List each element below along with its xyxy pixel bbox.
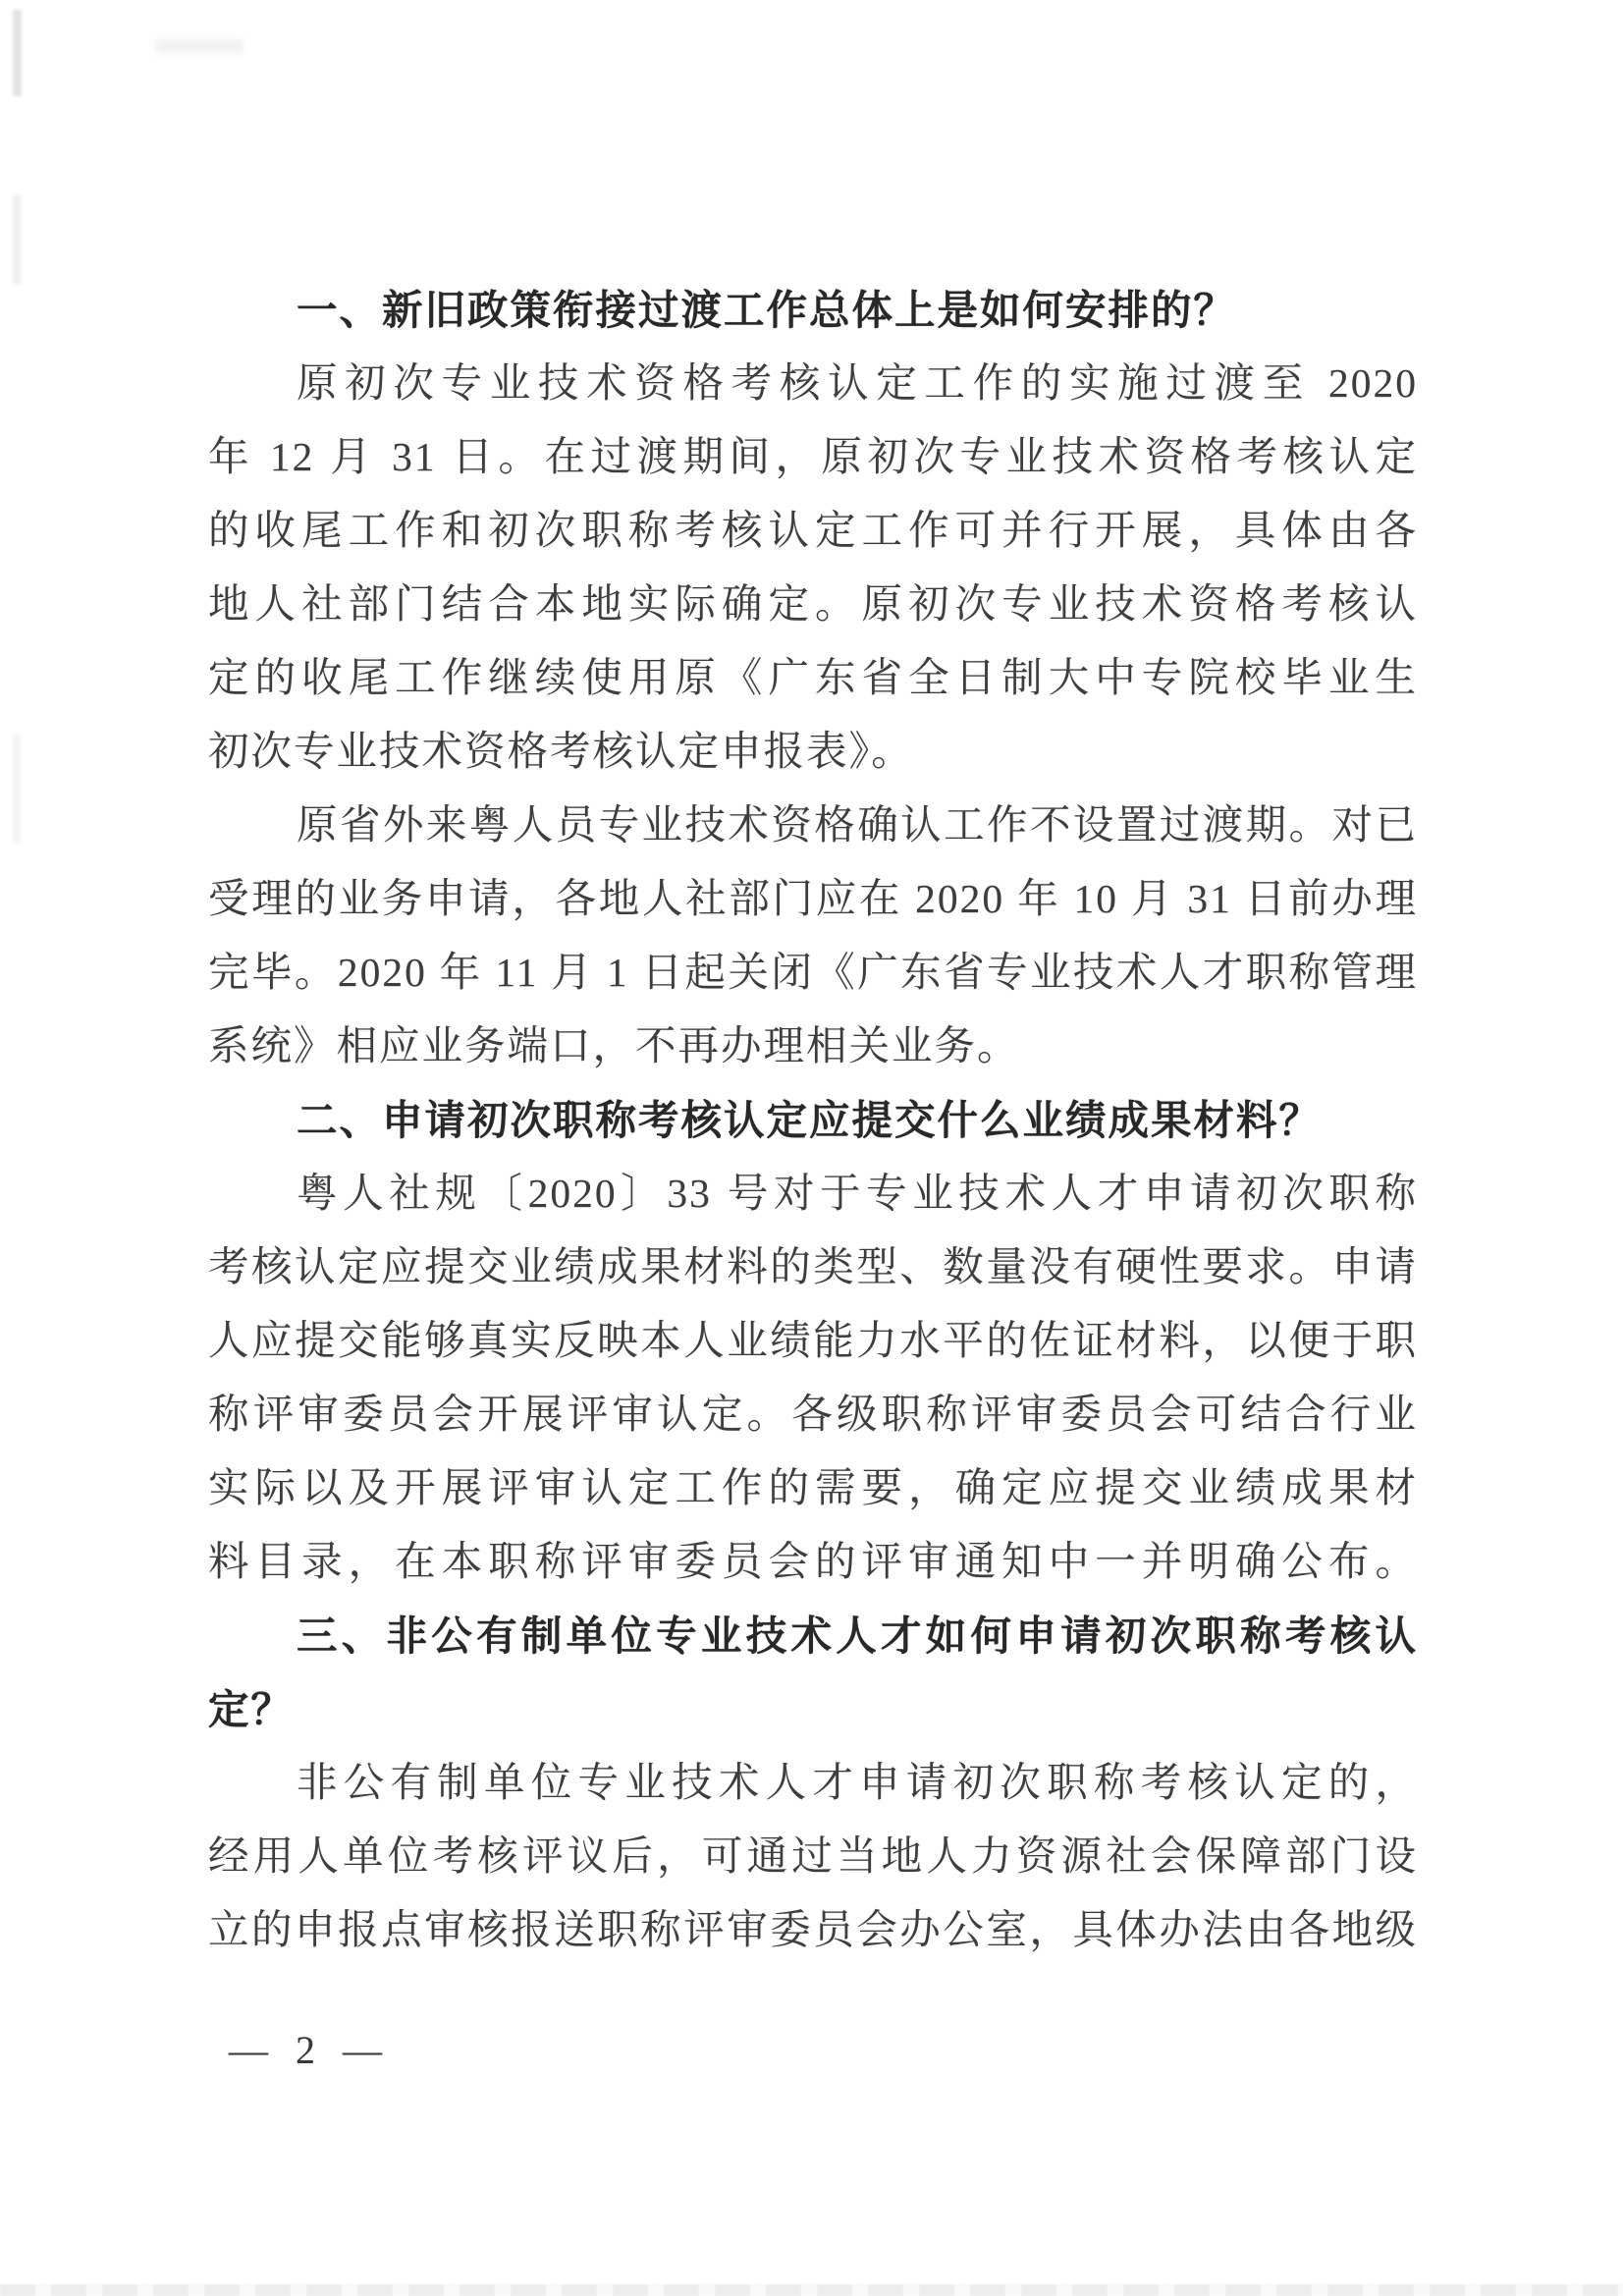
answer-paragraph	[208, 347, 1418, 789]
body-line: 系统》相应业务端口，不再办理相关业务。	[208, 1023, 1020, 1068]
body-line: 完毕。2020 年 11 月 1 日起关闭《广东省专业技术人才职称管理	[208, 950, 1418, 995]
body-line: 初次专业技术资格考核认定申报表》。	[208, 729, 914, 774]
heading-line: 一、新旧政策衔接过渡工作总体上是如何安排的？	[297, 287, 1237, 333]
body-line: 经用人单位考核评议后，可通过当地人力资源社会保障部门设	[208, 1833, 1418, 1879]
body-line: 实际以及开展评审认定工作的需要，确定应提交业绩成果材	[208, 1465, 1418, 1510]
answer-paragraph	[208, 789, 1418, 1083]
question-heading	[208, 1083, 1418, 1157]
heading-line: 二、申请初次职称考核认定应提交什么业绩成果材料？	[297, 1097, 1323, 1143]
body-line: 粤人社规〔2020〕33 号对于专业技术人才申请初次职称	[297, 1171, 1418, 1216]
body-line: 定的收尾工作继续使用原《广东省全日制大中专院校毕业生	[208, 655, 1418, 700]
body-line: 原省外来粤人员专业技术资格确认工作不设置过渡期。对已	[297, 802, 1418, 847]
scan-artifact	[13, 10, 22, 96]
answer-paragraph	[208, 1746, 1418, 1967]
body-line: 的收尾工作和初次职称考核认定工作可并行开展，具体由各	[208, 508, 1418, 553]
body-line: 地人社部门结合本地实际确定。原初次专业技术资格考核认	[208, 581, 1418, 627]
body-line: 人应提交能够真实反映本人业绩能力水平的佐证材料，以便于职	[208, 1318, 1418, 1363]
page-number: — 2 —	[229, 2028, 391, 2072]
body-line: 料目录，在本职称评审委员会的评审通知中一并明确公布。	[208, 1539, 1418, 1584]
body-line: 受理的业务申请，各地人社部门应在 2020 年 10 月 31 日前办理	[208, 876, 1418, 921]
body-line: 称评审委员会开展评审认定。各级职称评审委员会可结合行业	[208, 1392, 1418, 1437]
body-line: 考核认定应提交业绩成果材料的类型、数量没有硬性要求。申请	[208, 1244, 1418, 1289]
heading-line: 定？	[208, 1686, 295, 1732]
scan-artifact	[13, 194, 21, 285]
scan-artifact	[155, 39, 243, 53]
document-text	[208, 273, 1418, 1967]
body-line: 原初次专业技术资格考核认定工作的实施过渡至 2020	[297, 360, 1418, 406]
body-line: 立的申报点审核报送职称评审委员会办公室，具体办法由各地级	[208, 1907, 1418, 1952]
question-heading	[208, 1599, 1418, 1746]
question-heading	[208, 273, 1418, 347]
body-line: 年 12 月 31 日。在过渡期间，原初次专业技术资格考核认定	[208, 434, 1418, 479]
body-line: 非公有制单位专业技术人才申请初次职称考核认定的，	[297, 1760, 1418, 1805]
scan-artifact	[0, 2284, 1623, 2296]
heading-line: 三、非公有制单位专业技术人才如何申请初次职称考核认	[297, 1613, 1418, 1659]
scan-artifact	[13, 735, 21, 843]
answer-paragraph	[208, 1157, 1418, 1599]
